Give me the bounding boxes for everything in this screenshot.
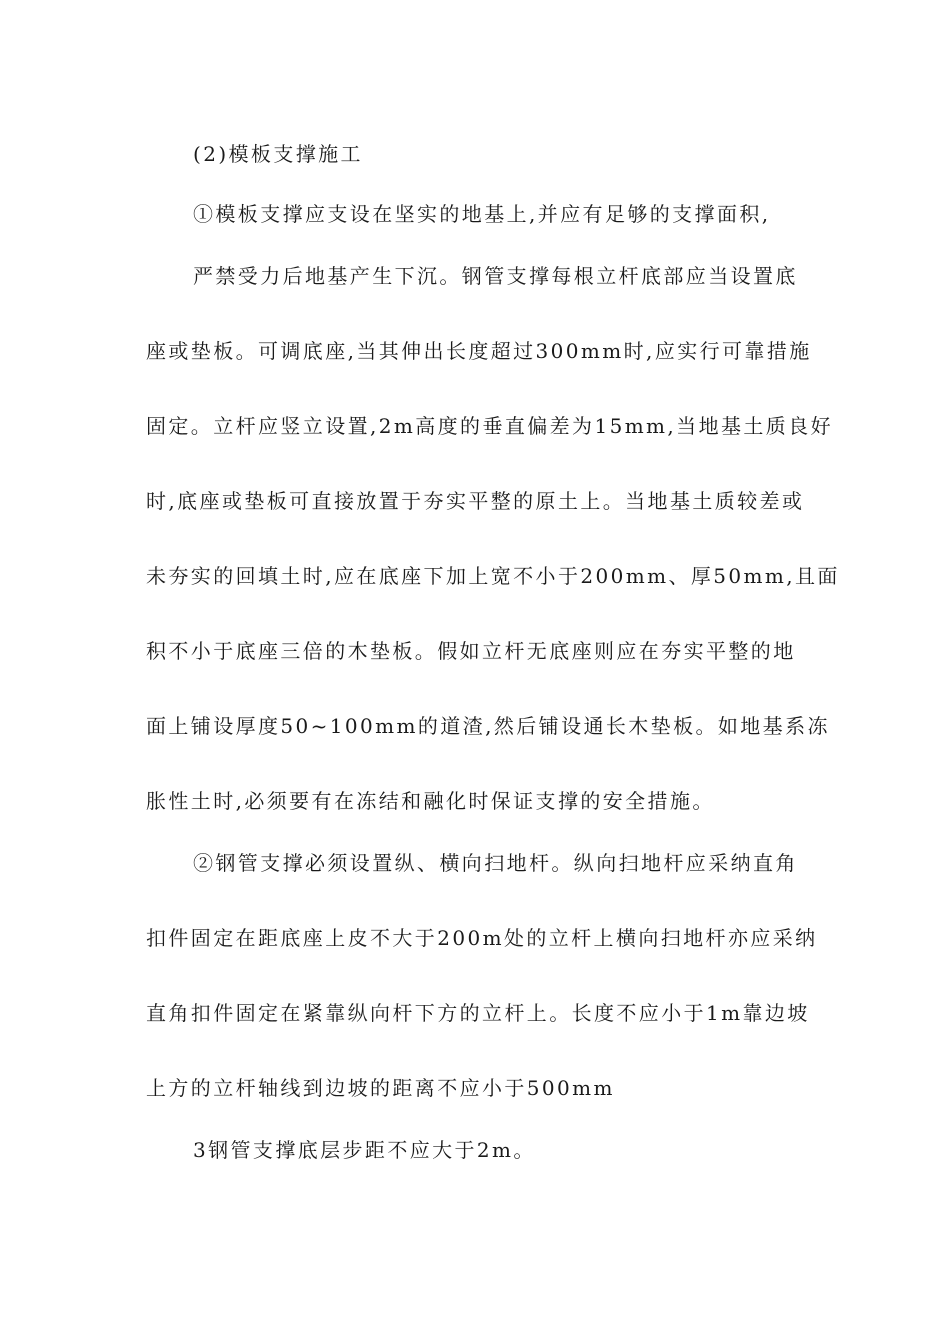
paragraph-line: 胀性土时,必须要有在冻结和融化时保证支撑的安全措施。	[146, 789, 715, 813]
paragraph-line: ②钢管支撑必须设置纵、横向扫地杆。纵向扫地杆应采纳直角	[193, 851, 798, 875]
paragraph-line: 固定。立杆应竖立设置,2m高度的垂直偏差为15mm,当地基土质良好	[146, 414, 833, 438]
section-heading: (2)模板支撑施工	[193, 142, 363, 166]
paragraph-line: 积不小于底座三倍的木垫板。假如立杆无底座则应在夯实平整的地	[146, 639, 796, 663]
paragraph-line: 时,底座或垫板可直接放置于夯实平整的原土上。当地基土质较差或	[146, 489, 805, 513]
paragraph-line: 上方的立杆轴线到边坡的距离不应小于500mm	[146, 1076, 615, 1100]
paragraph-line: 扣件固定在距底座上皮不大于200m处的立杆上横向扫地杆亦应采纳	[146, 926, 818, 950]
paragraph-line: 3钢管支撑底层步距不应大于2m。	[193, 1138, 536, 1162]
paragraph-line: 严禁受力后地基产生下沉。钢管支撑每根立杆底部应当设置底	[193, 264, 798, 288]
paragraph-line: ①模板支撑应支设在坚实的地基上,并应有足够的支撑面积,	[193, 202, 771, 226]
paragraph-line: 座或垫板。可调底座,当其伸出长度超过300mm时,应实行可靠措施	[146, 339, 812, 363]
paragraph-line: 直角扣件固定在紧靠纵向杆下方的立杆上。长度不应小于1m靠边坡	[146, 1001, 810, 1025]
paragraph-line: 未夯实的回填土时,应在底座下加上宽不小于200mm、厚50mm,且面	[146, 564, 840, 588]
paragraph-line: 面上铺设厚度50~100mm的道渣,然后铺设通长木垫板。如地基系冻	[146, 714, 830, 738]
